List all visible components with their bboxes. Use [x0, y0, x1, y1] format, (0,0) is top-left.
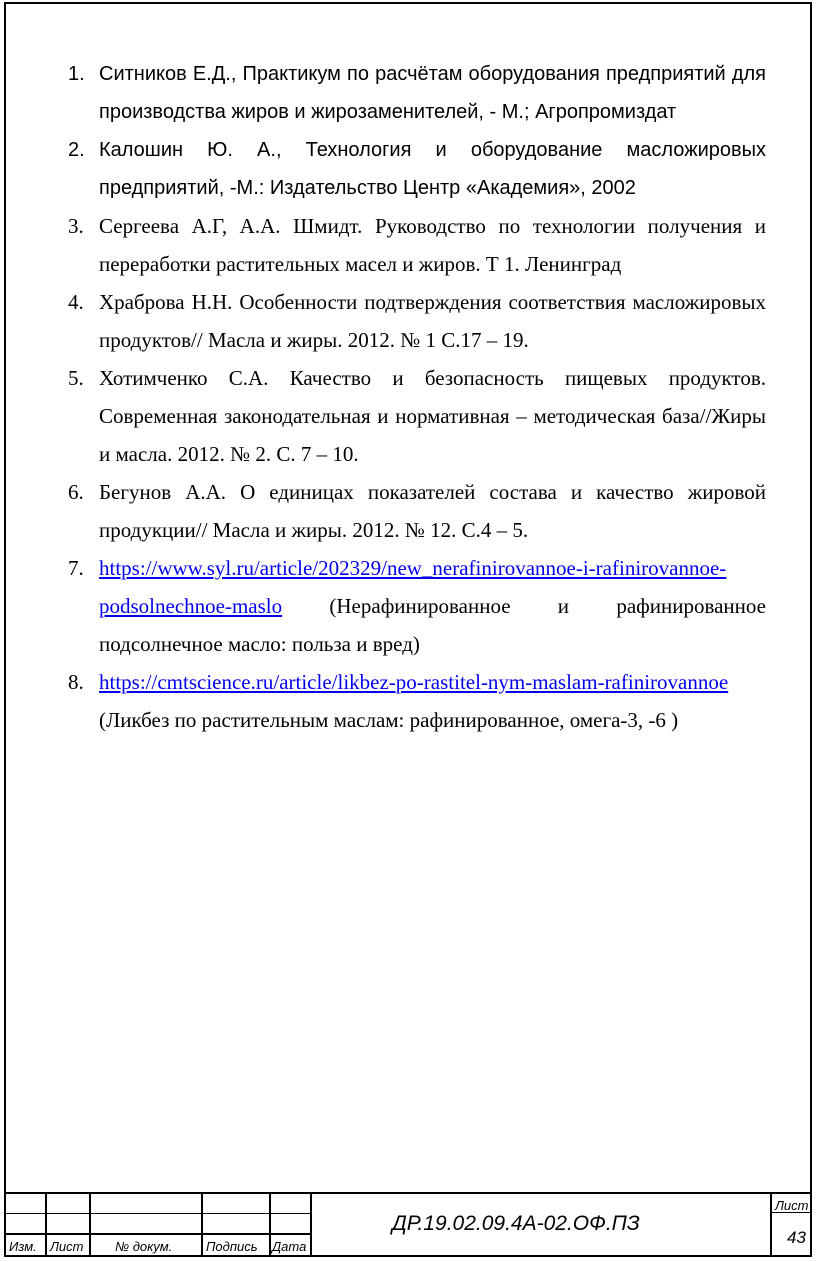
reference-item-7	[60, 549, 766, 663]
reference-item-3	[60, 207, 766, 283]
sheet-label: Лист	[775, 1198, 809, 1213]
reference-note-word: рафинированное	[616, 594, 766, 618]
reference-number: 1.	[68, 63, 85, 85]
column-date-label: Дата	[272, 1239, 307, 1254]
title-block	[4, 1192, 812, 1257]
reference-note-word: (Нерафинированное	[329, 594, 511, 618]
sheet-number: 43	[787, 1228, 806, 1247]
column-sign-label: Подпись	[206, 1239, 258, 1254]
reference-text: Калошин Ю. А., Технология и оборудование масложировых предприятий, -М.: Издательство Центр «Академия», 2002	[99, 139, 766, 199]
reference-note: (Ликбез по растительным маслам: рафинированное, омега-3, -6 )	[99, 708, 679, 732]
reference-text: Ситников Е.Д., Практикум по расчётам оборудования предприятий для производства жиров и жирозаменителей, - М.; Агропромиздат	[99, 63, 766, 123]
column-doc-label: № докум.	[115, 1239, 173, 1254]
reference-link[interactable]: podsolnechnoe-maslo	[99, 594, 283, 618]
reference-number: 4.	[68, 290, 84, 314]
reference-number: 8.	[68, 670, 84, 694]
reference-item-1	[60, 55, 766, 131]
reference-number: 3.	[68, 214, 84, 238]
reference-link[interactable]: https://www.syl.ru/article/202329/new_nerafinirovannoe-i-rafinirovannoe-	[99, 556, 727, 580]
reference-number: 6.	[68, 480, 84, 504]
reference-list	[60, 55, 766, 739]
reference-number: 2.	[68, 139, 85, 161]
reference-text: Храброва Н.Н. Особенности подтверждения соответствия масложировых продуктов// Масла и жиры. 2012. № 1 С.17 – 19.	[99, 290, 766, 352]
reference-text: Бегунов А.А. О единицах показателей состава и качество жировой продукции// Масла и жиры. 2012. № 12. С.4 – 5.	[99, 480, 766, 542]
reference-item-8	[60, 663, 766, 739]
column-list-label: Лист	[50, 1239, 84, 1254]
reference-link-line-1	[99, 549, 766, 587]
reference-item-6	[60, 473, 766, 549]
reference-note-word: и	[557, 594, 570, 618]
reference-link[interactable]: https://cmtscience.ru/article/likbez-po-rastitel-nym-maslam-rafinirovannoe	[99, 670, 729, 694]
reference-note: подсолнечное масло: польза и вред)	[99, 632, 420, 656]
reference-item-4	[60, 283, 766, 359]
reference-text: Сергеева А.Г, А.А. Шмидт. Руководство по технологии получения и переработки растительных масел и жиров. Т 1. Ленинград	[99, 214, 766, 276]
column-izm-label: Изм.	[9, 1239, 37, 1254]
reference-link-line-2	[99, 587, 766, 625]
reference-item-5	[60, 359, 766, 473]
reference-text: Хотимченко С.А. Качество и безопасность пищевых продуктов. Современная законодательная и нормативная – методическая база//Жиры и масла. 2012. № 2. С. 7 – 10.	[99, 366, 766, 466]
reference-number: 7.	[68, 556, 84, 580]
reference-item-2	[60, 131, 766, 207]
document-code: ДР.19.02.09.4А-02.ОФ.ПЗ	[392, 1212, 640, 1235]
reference-number: 5.	[68, 366, 84, 390]
